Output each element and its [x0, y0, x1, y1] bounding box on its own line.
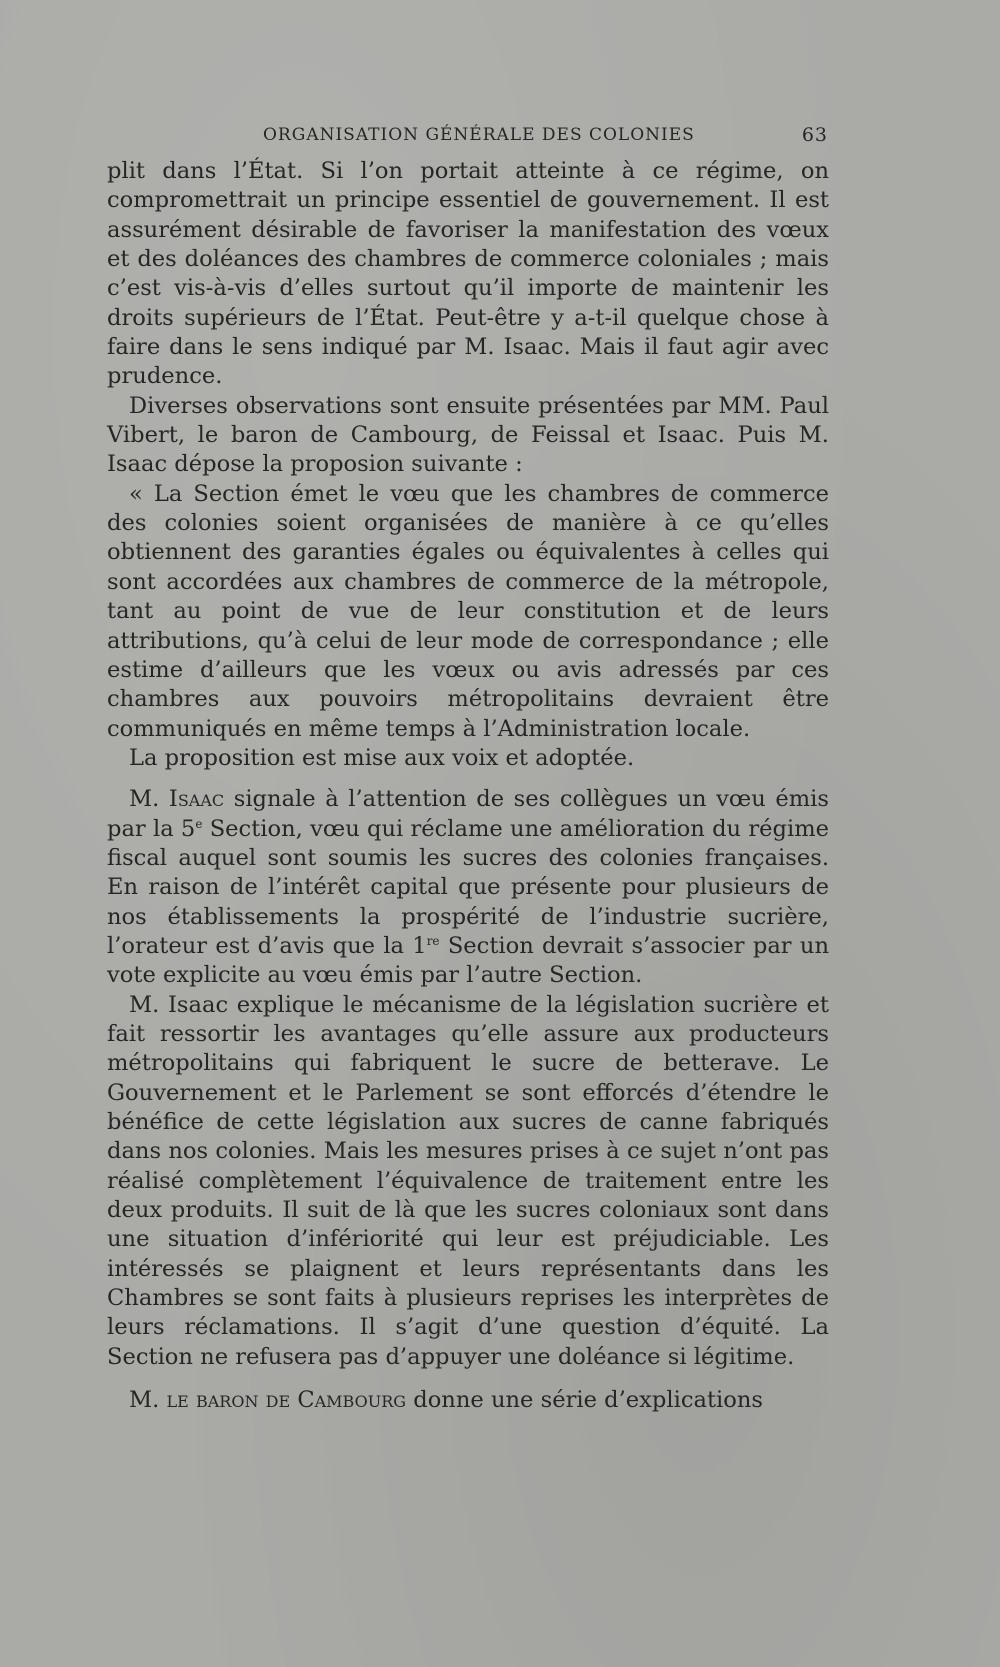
page-body	[107, 157, 829, 1415]
paragraph-vote: La proposition est mise aux voix et adoptée.	[129, 744, 635, 771]
page-number: 63	[801, 124, 828, 146]
ordinal-suffix: re	[426, 933, 440, 948]
ordinal-suffix: e	[195, 816, 203, 831]
paragraph-observations: Diverses observations sont ensuite présentées par MM. Paul Vibert, le baron de Cambourg, de Feissal et Isaac. Puis M. Isaac dépose la proposion suivante :	[107, 392, 829, 478]
speaker-name: M. le baron de Cambourg	[129, 1387, 407, 1414]
running-head	[108, 122, 828, 150]
paragraph-sugar-legislation: M. Isaac explique le mécanisme de la législation sucrière et fait ressortir les avantages qu’elle assure aux producteurs métropolitains qui fabriquent le sucre de betterave. Le Gouvernement et le Parlement se sont efforcés d’étendre le bénéfice de cette législation aux sucres de canne fabriqués dans nos colonies. Mais les mesures prises à ce sujet n’ont pas réalisé complètement l’équivalence de traitement entre les deux produits. Il suit de là que les sucres coloniaux sont dans une situation d’infériorité qui leur est préjudiciable. Les intéressés se plaignent et leurs représentants dans les Chambres se sont faits à plusieurs reprises les interprètes de leurs réclamations. Il s’agit d’une question d’équité. La Section ne refusera pas d’appuyer une doléance si légitime.	[107, 991, 829, 1370]
paragraph-isaac-sugar	[107, 785, 829, 990]
running-head-title: ORGANISATION GÉNÉRALE DES COLONIES	[263, 125, 695, 145]
paragraph-continued: plit dans l’État. Si l’on portait atteinte à ce régime, on compromettrait un principe essentiel de gouvernement. Il est assurément désirable de favoriser la manifestation des vœux et des doléances des chambres de commerce coloniales ; mais c’est vis-à-vis d’elles surtout qu’il importe de maintenir les droits supérieurs de l’État. Peut-être y a-t-il quelque chose à faire dans le sens indiqué par M. Isaac. Mais il faut agir avec prudence.	[107, 158, 829, 390]
paragraph-text: Section, vœu qui réclame une amélioration du régime fiscal auquel sont soumis les sucres des colonies françaises. En raison de l’intérêt capital que présente pour plusieurs de nos établissements la prospérité de l’industrie sucrière, l’orateur est d’avis que la 1	[107, 815, 830, 959]
paragraph-cambourg	[107, 1386, 829, 1415]
paragraph-text: Section devrait s’associer par un vote explicite au vœu émis par l’autre Section.	[107, 932, 829, 989]
paragraph-proposal-quote: « La Section émet le vœu que les chambres de commerce des colonies soient organisées de manière à ce qu’elles obtiennent des garanties égales ou équivalentes à celles qui sont accordées aux chambres de commerce de la métropole, tant au point de vue de leur constitution et de leurs attributions, qu’à celui de leur mode de correspondance ; elle estime d’ailleurs que les vœux ou avis adressés par ces chambres aux pouvoirs métropolitains devraient être communiqués en même temps à l’Administration locale.	[107, 480, 829, 742]
paragraph-text: donne une série d’explications	[413, 1387, 764, 1414]
paragraph-text: signale à l’attention de ses collègues un vœu émis par la 5	[107, 786, 829, 842]
speaker-name: M. Isaac	[129, 786, 225, 813]
